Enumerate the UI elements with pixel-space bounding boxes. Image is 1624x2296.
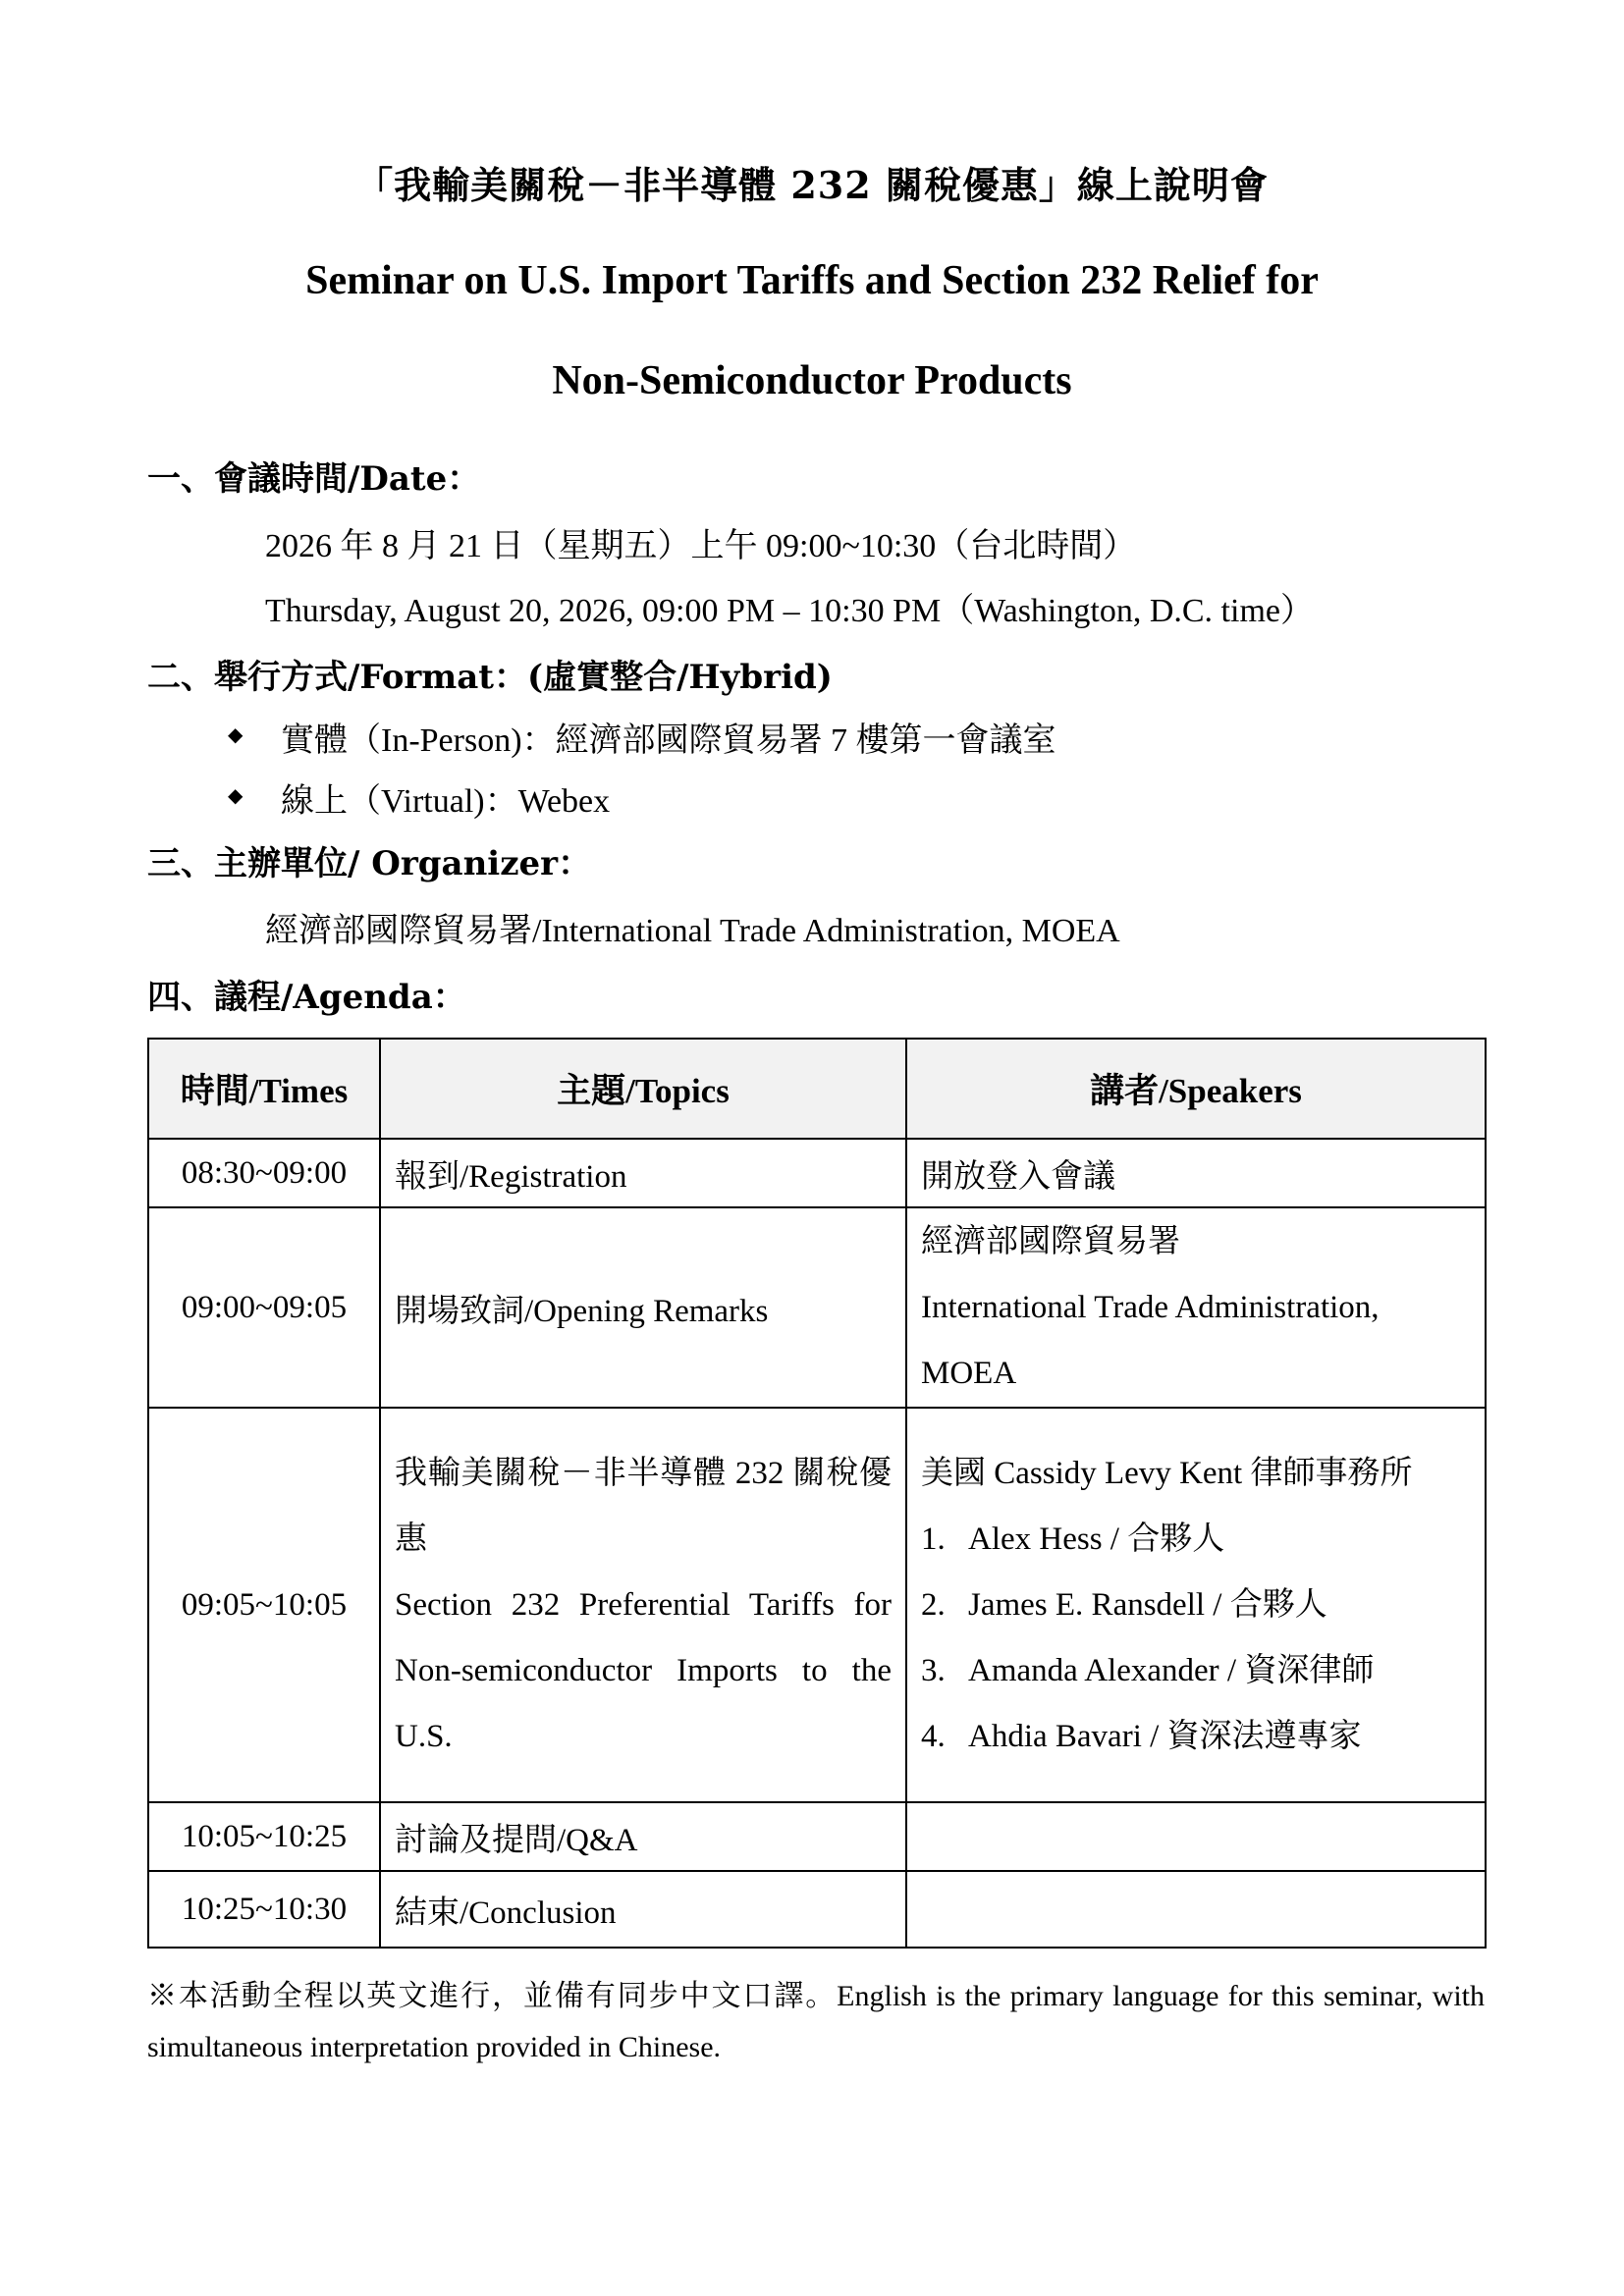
row-time: 08:30~09:00 <box>148 1139 380 1207</box>
row-time: 10:25~10:30 <box>148 1871 380 1948</box>
section-date-heading: 一、會議時間/Date： <box>147 459 481 499</box>
list-item: 2. James E. Ransdell / 合夥人 <box>921 1586 1327 1623</box>
diamond-bullet-icon: ◆ <box>228 722 244 746</box>
list-item: 4. Ahdia Bavari / 資深法遵專家 <box>921 1718 1362 1754</box>
section-agenda-heading: 四、議程/Agenda： <box>147 978 466 1017</box>
diamond-bullet-icon: ◆ <box>228 783 244 807</box>
row-speaker <box>906 1871 1486 1948</box>
list-item: 1. Alex Hess / 合夥人 <box>921 1521 1225 1557</box>
format-virtual: 線上（Virtual)：Webex <box>281 783 611 820</box>
row-topic: 開場致詞/Opening Remarks <box>380 1207 906 1408</box>
table-row <box>148 1139 1486 1207</box>
row-topic: 報到/Registration <box>380 1139 906 1207</box>
table-row <box>148 1871 1486 1948</box>
title-english-line2: Non-Semiconductor Products <box>552 358 1072 403</box>
table-row <box>148 1207 1486 1408</box>
row-topic: 結束/Conclusion <box>380 1871 906 1948</box>
row-speaker <box>906 1408 1486 1802</box>
table-row <box>148 1802 1486 1871</box>
row-time: 10:05~10:25 <box>148 1802 380 1871</box>
row-speaker <box>906 1207 1486 1408</box>
section-format-heading: 二、舉行方式/Format：(虛實整合/Hybrid) <box>147 658 833 697</box>
topic-zh: 我輸美關稅－非半導體 232 關稅優惠 <box>395 1455 892 1557</box>
title-english-line1: Seminar on U.S. Import Tariffs and Section 232 Relief for <box>305 258 1319 303</box>
header-speakers: 講者/Speakers <box>906 1039 1486 1139</box>
agenda-table <box>147 1038 1487 1949</box>
header-topics: 主題/Topics <box>380 1039 906 1139</box>
row-topic: 討論及提問/Q&A <box>380 1802 906 1871</box>
format-in-person: 實體（In-Person)：經濟部國際貿易署 7 樓第一會議室 <box>281 722 1056 759</box>
language-note: ※本活動全程以英文進行，並備有同步中文口譯。English is the primary language for this seminar, with simultaneous interpretation provided in Chinese. <box>147 1980 1485 2063</box>
speaker-org-en: International Trade Administration, MOEA <box>921 1289 1380 1391</box>
speaker-firm: 美國 Cassidy Levy Kent 律師事務所 <box>921 1455 1413 1491</box>
speaker-list <box>921 1507 1471 1770</box>
row-speaker <box>906 1802 1486 1871</box>
organizer-line: 經濟部國際貿易署/International Trade Administration, MOEA <box>265 913 1120 949</box>
date-line-taipei: 2026 年 8 月 21 日（星期五）上午 09:00~10:30（台北時間） <box>265 528 1137 564</box>
row-time: 09:00~09:05 <box>148 1207 380 1408</box>
title-chinese: 「我輸美關稅－非半導體 232 關稅優惠」線上說明會 <box>355 163 1269 207</box>
header-times: 時間/Times <box>148 1039 380 1139</box>
date-line-washington: Thursday, August 20, 2026, 09:00 PM – 10:30 PM（Washington, D.C. time） <box>265 593 1314 629</box>
list-item: 3. Amanda Alexander / 資深律師 <box>921 1652 1375 1688</box>
table-row <box>148 1408 1486 1802</box>
row-speaker: 開放登入會議 <box>906 1139 1486 1207</box>
table-header-row <box>148 1039 1486 1139</box>
row-topic <box>380 1408 906 1802</box>
row-time: 09:05~10:05 <box>148 1408 380 1802</box>
speaker-org-zh: 經濟部國際貿易署 <box>921 1223 1180 1259</box>
section-organizer-heading: 三、主辦單位/ Organizer： <box>147 844 592 883</box>
topic-en: Section 232 Preferential Tariffs for Non-semiconductor Imports to the U.S. <box>395 1586 892 1754</box>
